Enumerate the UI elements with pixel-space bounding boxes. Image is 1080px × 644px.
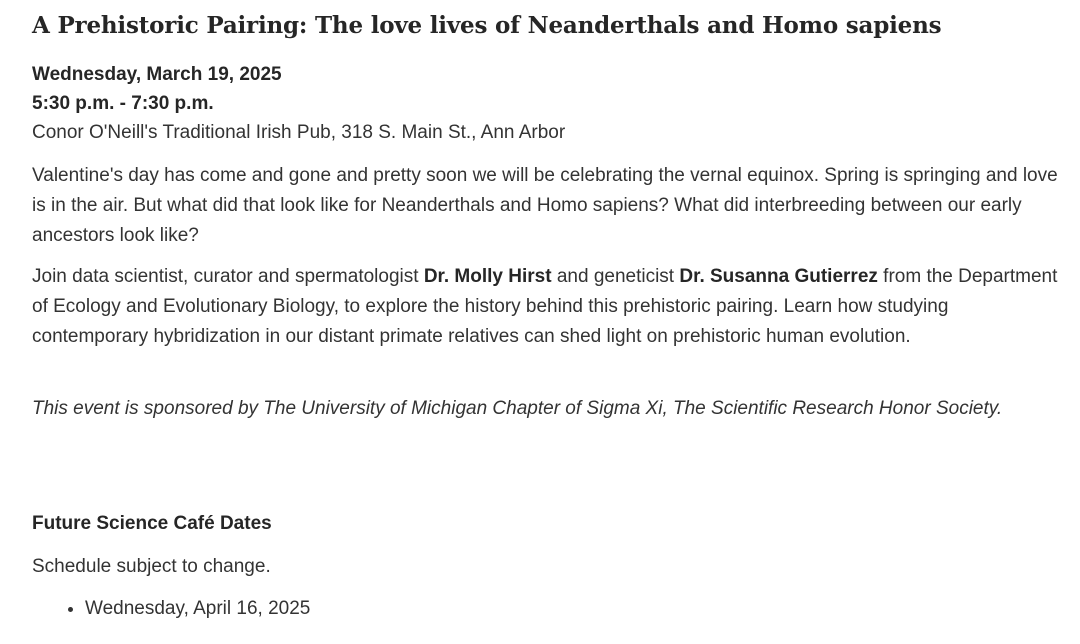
sponsor-note: This event is sponsored by The University of Michigan Chapter of Sigma Xi, The Scientific Research Honor Society. [32,398,1003,419]
speaker-name-1: Dr. Molly Hirst [423,266,552,287]
list-item: • Wednesday, April 16, 2025 [85,594,310,623]
future-dates-list [32,594,310,623]
paragraph-2-text-2: and geneticist [551,266,680,287]
description-paragraph-2 [32,262,1062,352]
schedule-note: Schedule subject to change. [32,556,271,577]
speaker-name-2: Dr. Susanna Gutierrez [679,266,878,287]
paragraph-2-text-3: from the Department of Ecology and Evolutionary Biology, to explore the history behind this prehistoric pairing. Learn how studying contemporary hybridization in our distant primate relatives can shed light on prehistoric human evolution. [32,266,1058,347]
event-title: A Prehistoric Pairing: The love lives of Neanderthals and Homo sapiens [32,12,942,39]
event-date: Wednesday, March 19, 2025 [32,64,282,85]
event-time: 5:30 p.m. - 7:30 p.m. [32,93,214,114]
description-paragraph-1: Valentine's day has come and gone and pretty soon we will be celebrating the vernal equinox. Spring is springing and love is in the air. But what did that look like for Neanderthals and Homo sapiens? What did interbreeding between our early ancestors look like? [32,165,1058,246]
future-dates-heading: Future Science Café Dates [32,513,272,534]
paragraph-2-text-1: Join data scientist, curator and spermatologist [32,266,424,287]
event-venue: Conor O'Neill's Traditional Irish Pub, 318 S. Main St., Ann Arbor [32,122,566,143]
